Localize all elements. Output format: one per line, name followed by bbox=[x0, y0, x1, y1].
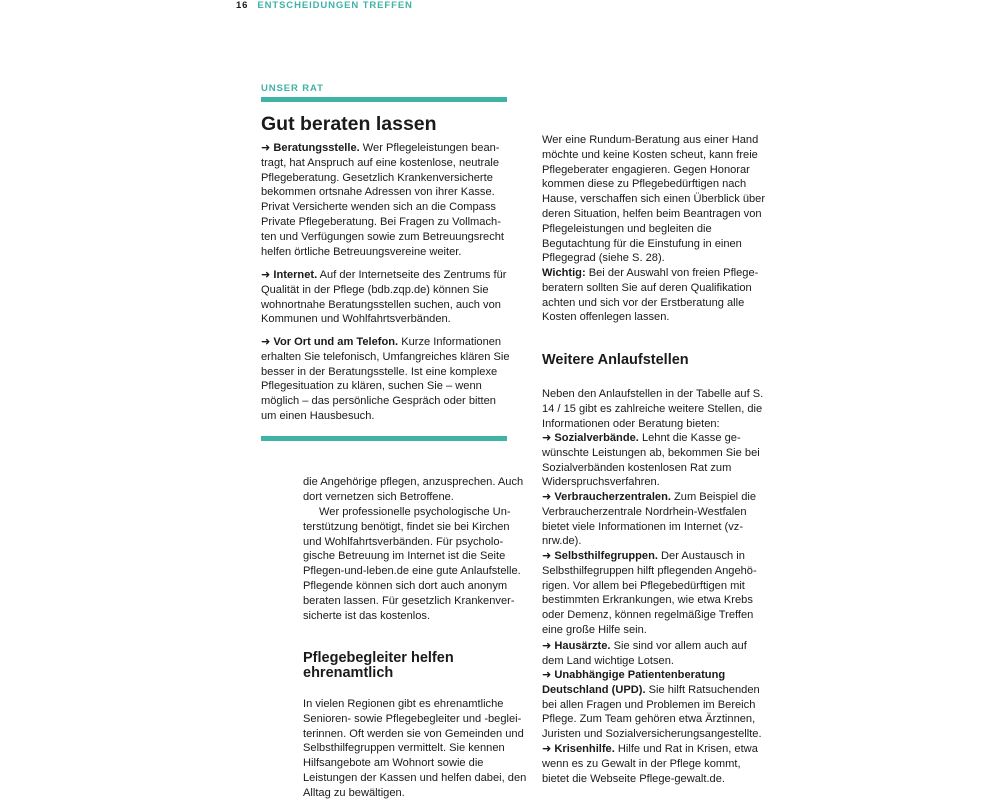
right-paragraph-important bbox=[542, 266, 770, 325]
list-item-text: Der Austausch in Selbsthilfegruppen hilft pflegenden Angehörigen. Vor allem bei Pflegebedürftigen mit bestimmten Erkrankungen, wie etwa Krebs oder Demenz, können regelmäßige Treffen eine große Hilfe sein. bbox=[542, 550, 757, 636]
box-kicker: UNSER RAT bbox=[261, 83, 324, 94]
list-item-text: Lehnt die Kasse gewünschte Leistungen ab, bekommen Sie bei Sozialverbänden kostenlosen Rat zum Widerspruchsverfahren. bbox=[542, 432, 760, 489]
box-item-vor-ort bbox=[261, 335, 511, 424]
list-item-term: Verbraucherzentralen. bbox=[554, 491, 671, 503]
list-item-text: Hilfe und Rat in Krisen, etwa wenn es zu Gewalt in der Pflege kommt, bietet die Webseite Pflege-gewalt.de. bbox=[542, 743, 758, 785]
list-item-term: Unabhängige Patientenberatung Deutschland (UPD). bbox=[542, 669, 726, 696]
arrow-icon: ➜ bbox=[542, 432, 552, 444]
list-item-term: Selbsthilfegruppen. bbox=[554, 550, 658, 562]
box-item-text: Wer Pflegeleistungen beantragt, hat Anspruch auf eine kostenlose, neutrale Pflegeberatung. Gesetzlich Krankenversicherte bekommen ortsnahe Adressen von ihrer Kasse. Privat Versicherte wenden sich an die Compass Private Pflegeberatung. Bei Fragen zu Vollmachten und Verfügungen sowie zum Betreuungsrecht helfen örtliche Betreuungsvereine weiter. bbox=[261, 142, 504, 258]
list-item-term: Hausärzte. bbox=[554, 640, 611, 652]
box-item-beratungsstelle bbox=[261, 141, 511, 259]
box-item-internet bbox=[261, 268, 511, 327]
list-item-verbraucherzentralen bbox=[542, 490, 770, 549]
running-header bbox=[236, 0, 413, 11]
list-item-sozialverbaende bbox=[542, 431, 770, 490]
arrow-icon: ➜ bbox=[542, 491, 552, 503]
list-item-krisenhilfe bbox=[542, 742, 770, 786]
right-intro: Neben den Anlaufstellen in der Tabelle auf S. 14 / 15 gibt es zahlreiche weitere Stellen, die Informationen oder Beratung bieten: bbox=[542, 388, 764, 430]
list-item-text: Sie sind vor allem auch auf dem Land wichtige Lotsen. bbox=[542, 640, 747, 667]
box-item-text: Kurze Informationen erhalten Sie telefonisch, Umfangreiches klären Sie besser in der Beratungsstelle. Ist eine komplexe Pflegesituation zu klären, suchen Sie – wenn möglich – das persönliche Gespräch oder bitten um einen Hausbesuch. bbox=[261, 336, 510, 422]
left-heading: Pflegebegleiter helfen ehrenamtlich bbox=[303, 650, 454, 681]
arrow-icon: ➜ bbox=[542, 550, 552, 562]
arrow-icon: ➜ bbox=[542, 640, 552, 652]
box-item-term: Vor Ort und am Telefon. bbox=[273, 336, 399, 348]
list-item-text: Sie hilft Ratsuchenden bei allen Fragen und Problemen im Bereich Pflege. Zum Team gehören etwa Ärztinnen, Juristen und Sozialversicherungsangestellte. bbox=[542, 683, 762, 741]
important-label: Wichtig: bbox=[542, 267, 586, 279]
important-text: Bei der Auswahl von freien Pflegeberatern sollten Sie auf deren Qualifikation achten und sich vor der Erstberatung alle Kosten offenlegen lassen. bbox=[542, 267, 759, 324]
left-paragraph-2: Wer professionelle psychologische Unterstützung benötigt, findet sie bei Kirchen und Wohlfahrtsverbänden. Für psychologische Betreuung im Internet ist die Seite Pflegen-und-leben.de eine gute Anlaufstelle. Pflegende können sich dort auch anonym beraten lassen. Für gesetzlich Krankenversicherte ist das kostenlos. bbox=[303, 506, 521, 622]
box-title: Gut beraten lassen bbox=[261, 113, 437, 135]
list-item-term: Krisenhilfe. bbox=[554, 743, 615, 755]
right-paragraph-1: Wer eine Rundum-Beratung aus einer Hand möchte und keine Kosten scheut, kann freie Pflegeberater engagieren. Gegen Honorar kommen diese zu Pflegebedürftigen nach Hause, verschaffen sich einen Überblick über deren Situation, helfen beim Beantragen von Pflegeleistungen und begleiten die Begutachtung für die Einstufung in einen Pflegegrad (siehe S. 28). bbox=[542, 134, 766, 265]
right-heading: Weitere Anlaufstellen bbox=[542, 352, 689, 368]
list-item-upd bbox=[542, 668, 770, 742]
left-paragraph-3: In vielen Regionen gibt es ehrenamtliche Senioren- sowie Pflegebegleiter und -begleiterinnen. Oft werden sie von Gemeinden und Selbsthilfegruppen vermittelt. Sie kennen Hilfsangebote am Wohnort sowie die Leistungen der Kassen und helfen dabei, den Alltag zu bewältigen. bbox=[303, 698, 527, 799]
box-item-term: Internet. bbox=[273, 269, 318, 281]
left-paragraph-1: die Angehörige pflegen, anzusprechen. Auch dort vernetzen sich Betroffene. bbox=[303, 476, 524, 503]
box-item-term: Beratungsstelle. bbox=[273, 142, 360, 154]
arrow-icon: ➜ bbox=[261, 142, 271, 154]
page-number: 16 bbox=[236, 0, 249, 11]
box-bottom-rule bbox=[261, 436, 507, 441]
arrow-icon: ➜ bbox=[261, 336, 271, 348]
list-item-term: Sozialverbände. bbox=[554, 432, 639, 444]
arrow-icon: ➜ bbox=[542, 743, 552, 755]
list-item-hausaerzte bbox=[542, 639, 770, 669]
list-item-text: Zum Beispiel die Verbraucherzentrale Nordrhein-Westfalen bietet viele Informationen im Internet (vz-nrw.de). bbox=[542, 491, 757, 548]
list-item-selbsthilfegruppen bbox=[542, 549, 770, 638]
arrow-icon: ➜ bbox=[542, 669, 552, 681]
arrow-icon: ➜ bbox=[261, 269, 271, 281]
box-item-text: Auf der Internetseite des Zentrums für Qualität in der Pflege (bdb.zqp.de) können Sie wohnortnahe Beratungsstellen suchen, auch von Kommunen und Wohlfahrtsverbänden. bbox=[261, 269, 507, 326]
box-top-rule bbox=[261, 97, 507, 102]
section-title: ENTSCHEIDUNGEN TREFFEN bbox=[257, 0, 413, 11]
